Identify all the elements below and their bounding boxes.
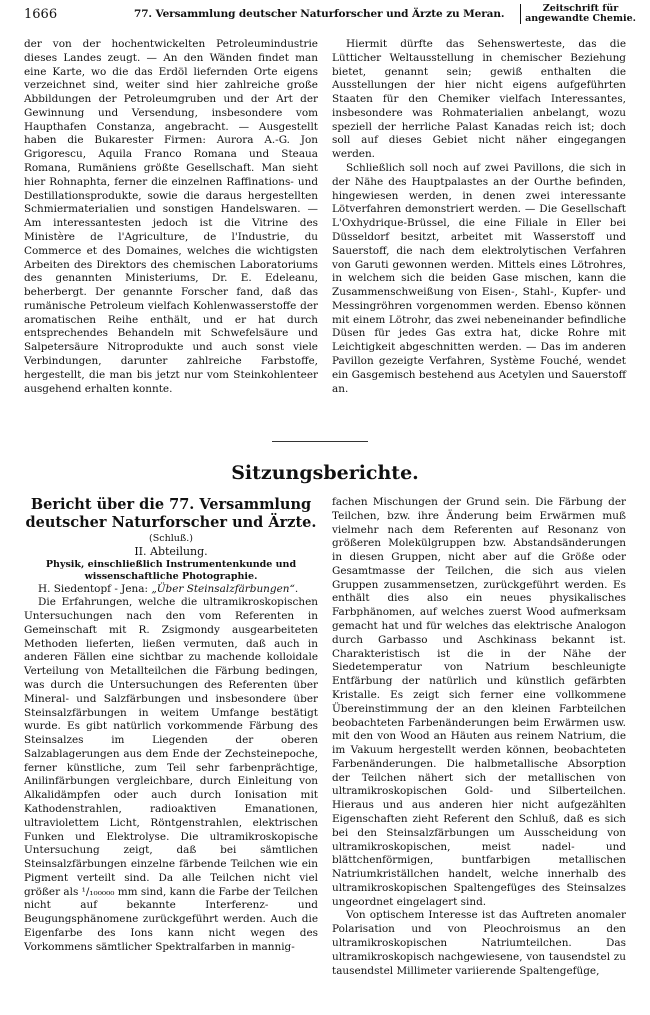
paragraph: fachen Mischungen der Grund sein. Die Färbung der Teilchen, bzw. ihre Änderung beim Erwärmen muß vielmehr nach dem Referenten auf Resonanz von größeren Molekülgruppen bzw. Abstandsänderungen in diesen Gruppen, nicht aber auf die Größe oder Gesamtmasse der Teilchen, die sich aus vielen Gruppen zusammensetzen, zurückgeführt werden. Es enthält dies also ein neues physikalisches Farbphänomen, auf welches zuerst Wood aufmerksam gemacht hat und für welches das elektrische Analogon durch Garbasso und Aschkinass bekannt ist. Charakteristisch ist die in der Nähe der Siedetemperatur von Natrium beschleunigte Entfärbung der natürlich und künstlich gefärbten Kristalle. Es zeigt sich ferner eine vollkommene Übereinstimmung der an den kleinen Farbteilchen beobachteten Farbenänderungen beim Erwärmen usw. mit den von Wood an Häuten aus reinem Natrium, die im Vakuum hergestellt werden können, beobachteten Farbenänderungen. Die halbmetallische Absorption der Teilchen nähert sich der metallischen von ultramikroskopischen Gold- und Silberteilchen. Hieraus und aus anderen hier nicht aufgezählten Eigenschaften zieht Referent den Schluß, daß es sich bei den Steinsalzfärbungen um Ausscheidung von ultramikroskopischen, meist nadel- und blättchenförmigen, buntfarbigen metallischen Natriumkriställchen handelt, welche innerhalb des ultramikroskopischen Spaltengefüges des Steinsalzes ungeordnet eingelagert sind.: [332, 496, 626, 908]
journal-name-line1: Zeitschrift für: [542, 3, 619, 14]
paragraph: der von der hochentwickelten Petroleumindustrie dieses Landes zeugt. — An den Wänden findet man eine Karte, wo die das Erdöl liefernden Orte eigens verzeichnet sind, weiter sind hier zahlreiche große Abbildungen der Petroleumgruben und der Art der Gewinnung und Versendung, insbesondere vom Haupthafen Constanza, angebracht. — Ausgestellt haben die Bukarester Firmen: Aurora A.-G. Jon Grigorescu, Aquila Franco Romana und Steaua Romana, Rumäniens größte Gesellschaft. Man sieht hier Rohnaphta, ferner die einzelnen Raffinations- und Destillationsprodukte, sowie die daraus hergestellten Schmiermaterialien und sonstigen Handelswaren. — Am interessantesten jedoch ist die Vitrine des Ministère de l'Agriculture, de l'Industrie, du Commerce et des Domaines, welches die wichtigsten Arbeiten des Direktors des chemischen Laboratoriums des genannten Ministeriums, Dr. E. Edeleanu, beherbergt. Der genannte Forscher fand, daß das rumänische Petroleum vielfach Kohlenwasserstoffe der aromatischen Reihe enthält, und er hat durch entsprechendes Behandeln mit Schwefelsäure und Salpetersäure Nitroprodukte und auch sonst viele Verbindungen, darunter zahlreiche Farbstoffe, hergestellt, die man bis jetzt nur vom Steinkohlenteer ausgehend erhalten konnte.: [24, 38, 318, 395]
journal-name-line2: angewandte Chemie.: [525, 13, 636, 24]
top-right-column: [332, 38, 626, 396]
speaker: H. Siedentopf - Jena:: [38, 582, 148, 595]
bottom-left-column: [24, 496, 318, 955]
division-heading: II. Abteilung.: [134, 545, 208, 558]
section-divider: [272, 441, 368, 442]
paragraph: Von optischem Interesse ist das Auftreten anomaler Polarisation und von Pleochroismus an den ultramikroskopischen Natriumteilchen. Das ultramikroskopisch nachgewiesene, von tausendstel zu tausendstel Millimeter variierende Spaltengefüge,: [332, 909, 626, 977]
top-left-column: [24, 38, 318, 396]
talk-heading: [24, 583, 318, 597]
report-title: Bericht über die 77. Versammlung deutscher Naturforscher und Ärzte.: [25, 496, 317, 531]
journal-name: [520, 4, 636, 24]
report-conclusion-note: (Schluß.): [149, 533, 193, 544]
running-title: 77. Versammlung deutscher Naturforscher und Ärzte zu Meran.: [134, 8, 505, 20]
subdivision-heading: Physik, einschließlich Instrumentenkunde und wissenschaftliche Photographie.: [45, 558, 297, 582]
paragraph: Hiermit dürfte das Sehenswerteste, das die Lütticher Weltausstellung in chemischer Beziehung bietet, genannt sein; gewiß enthalten die Ausstellungen der hier nicht eigens aufgeführten Staaten für den Chemiker vielfach Interessantes, insbesondere was Rohmaterialien anbelangt, wozu speziell der herrliche Palast Kanadas reich ist; doch soll auf dieses Gebiet nicht näher eingegangen werden.: [332, 38, 626, 161]
page-number: 1666: [24, 7, 58, 22]
section-title: Sitzungsberichte.: [231, 462, 419, 484]
talk-title: „Über Steinsalzfärbungen“.: [151, 582, 299, 595]
paragraph: Die Erfahrungen, welche die ultramikroskopischen Untersuchungen nach den vom Referenten in Gemeinschaft mit R. Zsigmondy ausgearbeiteten Methoden lieferten, ließen vermuten, daß auch in anderen Fällen eine sichtbar zu machende kolloidale Verteilung von Metallteilchen die Färbung bedingen, was durch die Untersuchungen des Referenten über Mineral- und Salzfärbungen und insbesondere über Steinsalzfärbungen in weitem Umfange bestätigt wurde. Es gibt natürlich vorkommende Färbung des Steinsalzes im Liegenden der oberen Salzablagerungen aus dem Ende der Zechsteinepoche, ferner künstliche, zum Teil sehr farbenprächtige, Anilinfärbungen vergleichbare, durch Einleitung von Alkalidämpfen oder auch durch Ionisation mit Kathodenstrahlen, radioaktiven Emanationen, ultraviolettem Licht, Röntgenstrahlen, elektrischen Funken und Elektrolyse. Die ultramikroskopische Untersuchung zeigt, daß bei sämtlichen Steinsalzfärbungen einzelne färbende Teilchen wie ein Pigment verteilt sind. Da alle Teilchen nicht viel größer als ¹/₁₀₀₀₀₀ mm sind, kann die Farbe der Teilchen nicht auf bekannte Interferenz- und Beugungsphänomene zurückgeführt werden. Auch die Eigenfarbe des Ions kann nicht wegen des Vorkommens sämtlicher Spektralfarben in mannig-: [24, 596, 318, 953]
bottom-right-column: [332, 496, 626, 978]
paragraph: Schließlich soll noch auf zwei Pavillons, die sich in der Nähe des Hauptpalastes an der Ourthe befinden, hingewiesen werden, in denen zwei interessante Lötverfahren demonstriert werden. — Die Gesellschaft L'Oxhydrique-Brüssel, die eine Filiale in Eller bei Düsseldorf besitzt, arbeitet mit Wasserstoff und Sauerstoff, die nach dem elektrolytischen Verfahren von Garuti gewonnen werden. Mittels eines Lötrohres, in welchem sich die beiden Gase mischen, kann die Zusammenschweißung von Eisen-, Stahl-, Kupfer- und Messingröhren vorgenommen werden. Ebenso können mit einem Lötrohr, das zwei nebeneinander befindliche Düsen für jedes Gas extra hat, dicke Rohre mit Leichtigkeit abgeschnitten werden. — Das im anderen Pavillon gezeigte Verfahren, Système Fouché, wendet ein Gasgemisch bestehend aus Acetylen und Sauerstoff an.: [332, 162, 626, 395]
page-header: [24, 4, 636, 32]
